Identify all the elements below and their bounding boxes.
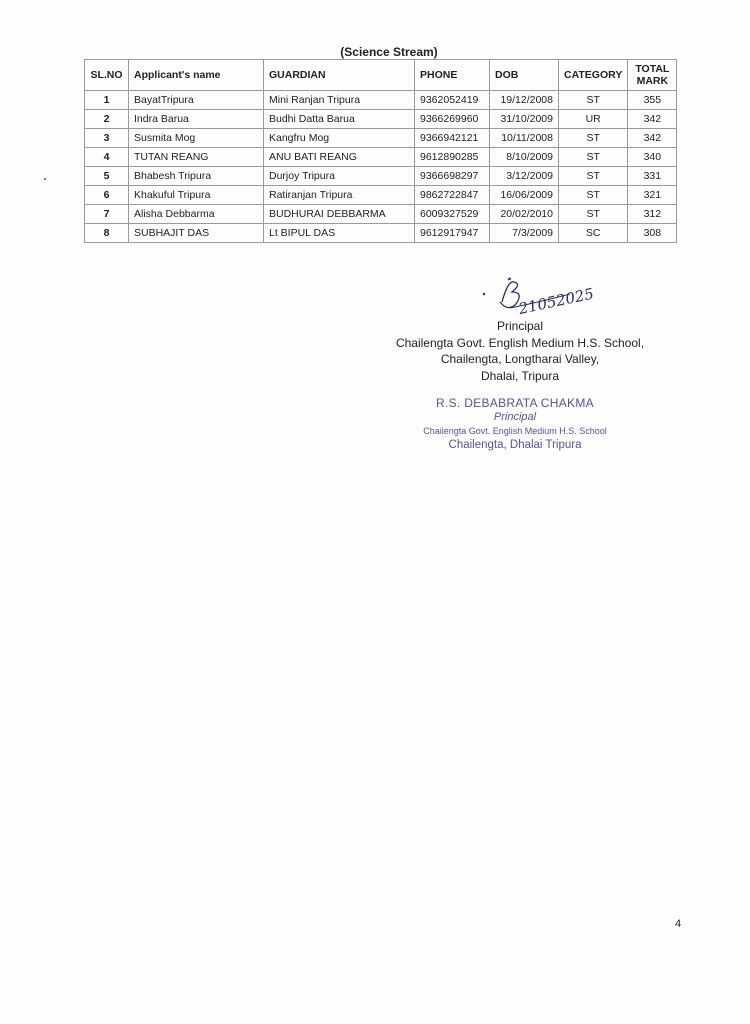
cell-slno: 8	[85, 224, 129, 243]
cell-guardian: Durjoy Tripura	[264, 167, 415, 186]
cell-total: 342	[628, 110, 677, 129]
cell-name: TUTAN REANG	[129, 148, 264, 167]
cell-phone: 9862722847	[415, 186, 490, 205]
cell-total: 308	[628, 224, 677, 243]
stamp-name: R.S. DEBABRATA CHAKMA	[436, 396, 594, 410]
applicants-table	[84, 59, 677, 243]
official-stamp	[400, 396, 630, 452]
handwritten-signature	[478, 272, 608, 320]
table-row	[85, 129, 677, 148]
cell-slno: 6	[85, 186, 129, 205]
cell-category: ST	[559, 129, 628, 148]
table-row	[85, 186, 677, 205]
cell-phone: 9362052419	[415, 91, 490, 110]
table-row	[85, 224, 677, 243]
cell-total: 342	[628, 129, 677, 148]
header-slno: SL.NO	[85, 60, 129, 91]
cell-total: 355	[628, 91, 677, 110]
cell-slno: 3	[85, 129, 129, 148]
cell-slno: 4	[85, 148, 129, 167]
cell-slno: 5	[85, 167, 129, 186]
cell-name: Bhabesh Tripura	[129, 167, 264, 186]
header-phone: PHONE	[415, 60, 490, 91]
cell-name: Susmita Mog	[129, 129, 264, 148]
stamp-address: Chailengta, Dhalai Tripura	[448, 439, 582, 451]
cell-name: Alisha Debbarma	[129, 205, 264, 224]
cell-dob: 7/3/2009	[490, 224, 559, 243]
cell-dob: 10/11/2008	[490, 129, 559, 148]
header-dob: DOB	[490, 60, 559, 91]
cell-category: ST	[559, 91, 628, 110]
cell-name: Indra Barua	[129, 110, 264, 129]
page-number: 4	[675, 918, 682, 930]
cell-total: 340	[628, 148, 677, 167]
header-total-mark	[628, 60, 677, 91]
cell-phone: 9366698297	[415, 167, 490, 186]
signatory-address2: Dhalai, Tripura	[480, 368, 560, 383]
cell-dob: 20/02/2010	[490, 205, 559, 224]
table-row	[85, 110, 677, 129]
header-name: Applicant's name	[129, 60, 264, 91]
stamp-school: Chailengta Govt. English Medium H.S. School	[423, 426, 607, 436]
table-row	[85, 205, 677, 224]
header-total-line1: TOTAL	[635, 63, 670, 75]
table-caption: (Science Stream)	[340, 45, 438, 59]
cell-name: BayatTripura	[129, 91, 264, 110]
cell-phone: 9612890285	[415, 148, 490, 167]
header-guardian: GUARDIAN	[264, 60, 415, 91]
cell-dob: 19/12/2008	[490, 91, 559, 110]
signature-date: 21052025	[516, 284, 596, 319]
cell-total: 321	[628, 186, 677, 205]
cell-guardian: BUDHURAI DEBBARMA	[264, 205, 415, 224]
cell-category: ST	[559, 167, 628, 186]
cell-guardian: Kangfru Mog	[264, 129, 415, 148]
table-row	[85, 167, 677, 186]
cell-category: UR	[559, 110, 628, 129]
cell-guardian: Mini Ranjan Tripura	[264, 91, 415, 110]
cell-phone: 9366269960	[415, 110, 490, 129]
scan-speck	[44, 178, 46, 180]
cell-guardian: Lt BIPUL DAS	[264, 224, 415, 243]
cell-total: 331	[628, 167, 677, 186]
signatory-school: Chailengta Govt. English Medium H.S. School,	[395, 335, 645, 350]
cell-guardian: ANU BATI REANG	[264, 148, 415, 167]
cell-total: 312	[628, 205, 677, 224]
stamp-title: Principal	[493, 411, 537, 423]
header-total-line2: MARK	[636, 75, 669, 87]
cell-dob: 3/12/2009	[490, 167, 559, 186]
table-header-row	[85, 60, 677, 91]
header-category: CATEGORY	[559, 60, 628, 91]
table-body	[85, 91, 677, 243]
cell-category: ST	[559, 186, 628, 205]
cell-guardian: Budhi Datta Barua	[264, 110, 415, 129]
cell-slno: 1	[85, 91, 129, 110]
cell-dob: 16/06/2009	[490, 186, 559, 205]
cell-category: ST	[559, 205, 628, 224]
table-row	[85, 91, 677, 110]
cell-phone: 9612917947	[415, 224, 490, 243]
signatory-address1: Chailengta, Longtharai Valley,	[440, 352, 600, 366]
cell-dob: 8/10/2009	[490, 148, 559, 167]
cell-category: SC	[559, 224, 628, 243]
signatory-title: Principal	[496, 319, 544, 333]
cell-dob: 31/10/2009	[490, 110, 559, 129]
signatory-block	[370, 318, 670, 384]
cell-slno: 2	[85, 110, 129, 129]
cell-phone: 6009327529	[415, 205, 490, 224]
cell-category: ST	[559, 148, 628, 167]
table-row	[85, 148, 677, 167]
cell-name: Khakuful Tripura	[129, 186, 264, 205]
cell-name: SUBHAJIT DAS	[129, 224, 264, 243]
cell-phone: 9366942121	[415, 129, 490, 148]
cell-guardian: Ratiranjan Tripura	[264, 186, 415, 205]
cell-slno: 7	[85, 205, 129, 224]
